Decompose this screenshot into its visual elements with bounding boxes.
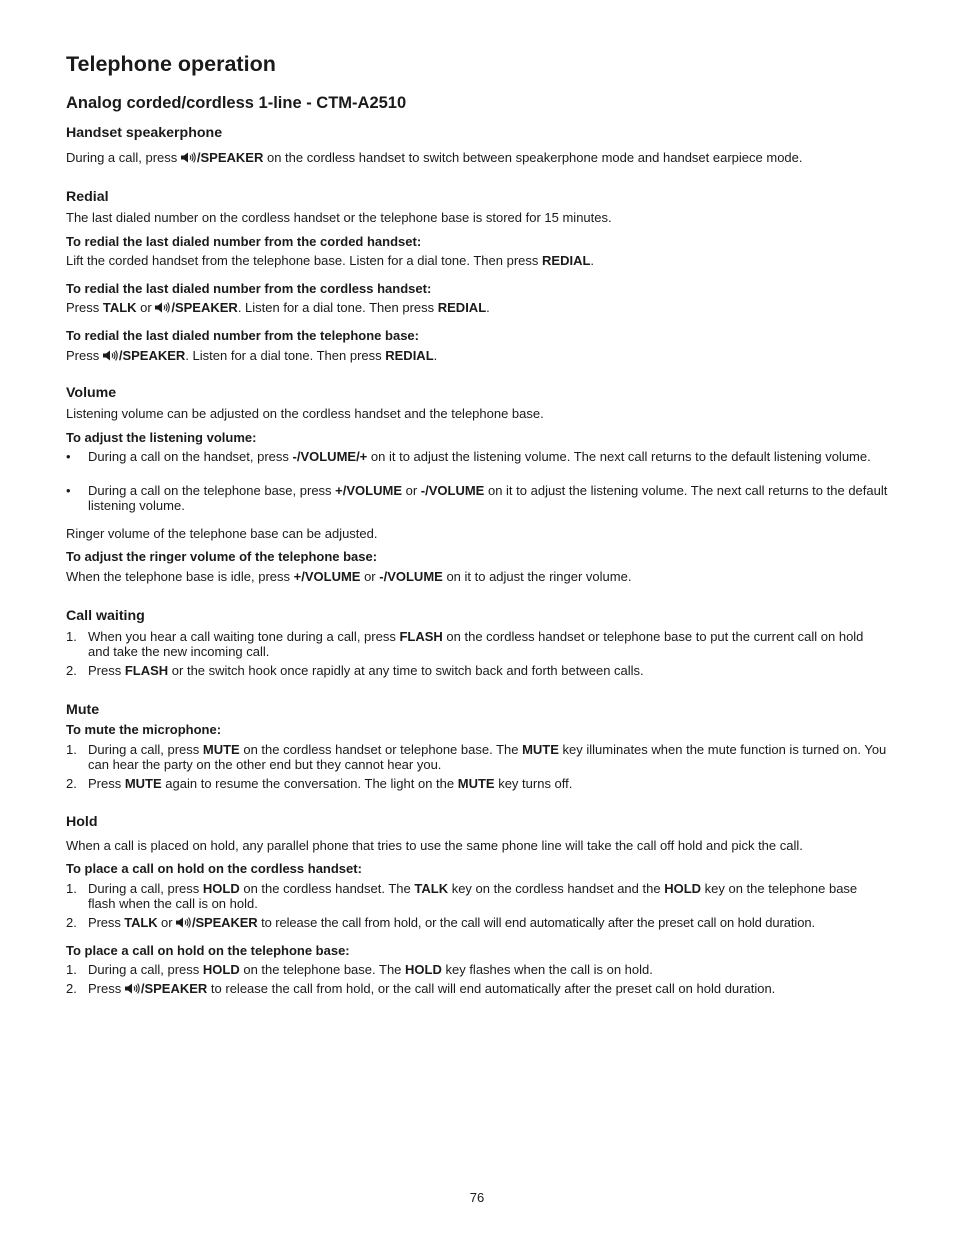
hold-handset-subheading: To place a call on hold on the cordless handset:: [66, 861, 362, 876]
list-item: 1. During a call, press MUTE on the cordless handset or telephone base. The MUTE key illuminates when the mute function is turned on. You can hear the party on the other end but they cannot hear you.: [66, 742, 887, 772]
redial-heading: Redial: [66, 189, 109, 205]
list-item: 1. During a call, press HOLD on the telephone base. The HOLD key flashes when the call is on hold.: [66, 962, 653, 977]
redial-cordless-subheading: To redial the last dialed number from the cordless handset:: [66, 281, 432, 296]
list-item: 2. Press MUTE again to resume the conversation. The light on the MUTE key turns off.: [66, 776, 573, 791]
list-item: 2. Press FLASH or the switch hook once rapidly at any time to switch back and forth between calls.: [66, 663, 644, 678]
speaker-icon: [176, 917, 191, 928]
page-title: Telephone operation: [66, 52, 276, 76]
volume-adjust-subheading: To adjust the listening volume:: [66, 430, 257, 445]
number-marker: 2.: [66, 663, 77, 678]
number-marker: 1.: [66, 742, 77, 757]
redial-base-text: Press /SPEAKER. Listen for a dial tone. Then press REDIAL.: [66, 348, 438, 363]
redial-corded-subheading: To redial the last dialed number from the corded handset:: [66, 234, 422, 249]
hold-heading: Hold: [66, 814, 98, 830]
number-marker: 2.: [66, 981, 77, 996]
speaker-icon: [181, 152, 196, 163]
volume-intro: Listening volume can be adjusted on the cordless handset and the telephone base.: [66, 406, 544, 421]
list-item: 2. Press /SPEAKER to release the call from hold, or the call will end automatically after the preset call on hold duration.: [66, 981, 776, 996]
redial-corded-text: Lift the corded handset from the telephone base. Listen for a dial tone. Then press REDIAL.: [66, 253, 595, 268]
speaker-icon: [155, 302, 170, 313]
hold-base-subheading: To place a call on hold on the telephone base:: [66, 943, 350, 958]
volume-heading: Volume: [66, 385, 117, 401]
number-marker: 1.: [66, 629, 77, 644]
mute-heading: Mute: [66, 702, 100, 718]
list-item: • During a call on the handset, press -/VOLUME/+ on it to adjust the listening volume. The next call returns to the default listening volume.: [66, 449, 871, 464]
call-waiting-heading: Call waiting: [66, 608, 145, 624]
bullet-marker: •: [66, 483, 71, 498]
redial-cordless-text: Press TALK or /SPEAKER. Listen for a dial tone. Then press REDIAL.: [66, 300, 490, 315]
redial-base-subheading: To redial the last dialed number from the telephone base:: [66, 328, 419, 343]
ringer-intro: Ringer volume of the telephone base can be adjusted.: [66, 526, 378, 541]
redial-intro: The last dialed number on the cordless handset or the telephone base is stored for 15 minutes.: [66, 210, 612, 225]
number-marker: 1.: [66, 881, 77, 896]
page-number: 76: [469, 1190, 485, 1205]
hold-intro: When a call is placed on hold, any parallel phone that tries to use the same phone line will take the call off hold and pick the call.: [66, 838, 803, 853]
ringer-text: When the telephone base is idle, press +/VOLUME or -/VOLUME on it to adjust the ringer volume.: [66, 569, 632, 584]
speakerphone-text: During a call, press /SPEAKER on the cordless handset to switch between speakerphone mode and handset earpiece mode.: [66, 150, 803, 165]
list-item: 2. Press TALK or /SPEAKER to release the call from hold, or the call will end automatically after the preset call on hold duration.: [66, 915, 815, 930]
speaker-icon: [103, 350, 118, 361]
section-title: Analog corded/cordless 1-line - CTM-A2510: [66, 94, 407, 112]
ringer-subheading: To adjust the ringer volume of the telephone base:: [66, 549, 378, 564]
list-item: 1. When you hear a call waiting tone during a call, press FLASH on the cordless handset or telephone base to put the current call on hold and take the new incoming call.: [66, 629, 864, 659]
speakerphone-heading: Handset speakerphone: [66, 125, 223, 141]
mute-subheading: To mute the microphone:: [66, 722, 222, 737]
list-item: • During a call on the telephone base, press +/VOLUME or -/VOLUME on it to adjust the listening volume. The next call returns to the default listening volume.: [66, 483, 888, 513]
bullet-marker: •: [66, 449, 71, 464]
number-marker: 2.: [66, 915, 77, 930]
number-marker: 1.: [66, 962, 77, 977]
list-item: 1. During a call, press HOLD on the cordless handset. The TALK key on the cordless handset and the HOLD key on the telephone base flash when the call is on hold.: [66, 881, 858, 911]
speaker-icon: [125, 983, 140, 994]
number-marker: 2.: [66, 776, 77, 791]
